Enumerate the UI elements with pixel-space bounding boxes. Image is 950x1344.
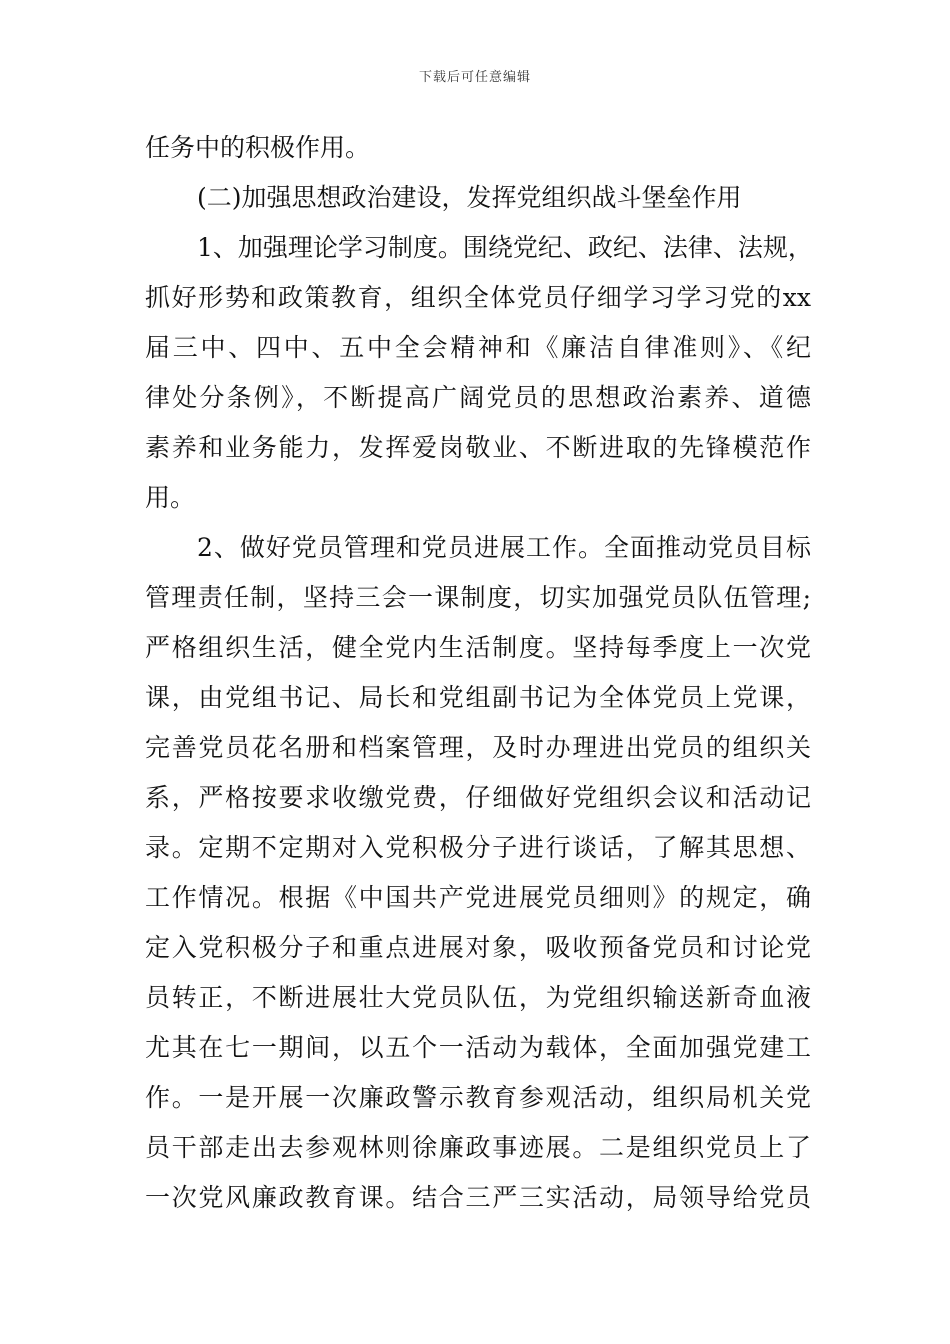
document-body [145, 123, 811, 1223]
text-line: 律处分条例》，不断提高广阔党员的思想政治素养、道德 [145, 383, 811, 412]
text-line: 素养和业务能力，发挥爱岗敬业、不断进取的先锋模范作 [145, 433, 811, 462]
text-line: 1、加强理论学习制度。围绕党纪、政纪、法律、法规， [197, 233, 813, 262]
text-line: 尤其在七一期间，以五个一活动为载体，全面加强党建工 [145, 1033, 811, 1062]
text-line: 员干部走出去参观林则徐廉政事迹展。二是组织党员上了 [145, 1133, 811, 1162]
section-heading: (二)加强思想政治建设，发挥党组织战斗堡垒作用 [197, 183, 742, 212]
text-line: 课，由党组书记、局长和党组副书记为全体党员上党课， [145, 683, 811, 712]
text-line: 严格组织生活，健全党内生活制度。坚持每季度上一次党 [145, 633, 811, 662]
text-line: 工作情况。根据《中国共产党进展党员细则》的规定，确 [145, 883, 811, 912]
text-line: 录。定期不定期对入党积极分子进行谈话，了解其思想、 [145, 833, 811, 862]
text-line: 一次党风廉政教育课。结合三严三实活动，局领导给党员 [145, 1183, 811, 1212]
text-line: 用。 [145, 483, 196, 512]
text-line: 届三中、四中、五中全会精神和《廉洁自律准则》、《纪 [145, 333, 811, 362]
text-line: 作。一是开展一次廉政警示教育参观活动，组织局机关党 [145, 1083, 811, 1112]
text-line: 任务中的积极作用。 [145, 133, 371, 162]
text-line: 完善党员花名册和档案管理，及时办理进出党员的组织关 [145, 733, 811, 762]
text-line: 系，严格按要求收缴党费，仔细做好党组织会议和活动记 [145, 783, 811, 812]
text-line: 员转正，不断进展壮大党员队伍，为党组织输送新奇血液 [145, 983, 811, 1012]
page-header: 下载后可任意编辑 [418, 70, 531, 85]
text-line: 抓好形势和政策教育，组织全体党员仔细学习学习党的xx [145, 283, 811, 312]
text-line: 管理责任制，坚持三会一课制度，切实加强党员队伍管理; [145, 583, 811, 612]
text-line: 2、做好党员管理和党员进展工作。全面推动党员目标 [197, 533, 811, 562]
text-line: 定入党积极分子和重点进展对象，吸收预备党员和讨论党 [145, 933, 811, 962]
